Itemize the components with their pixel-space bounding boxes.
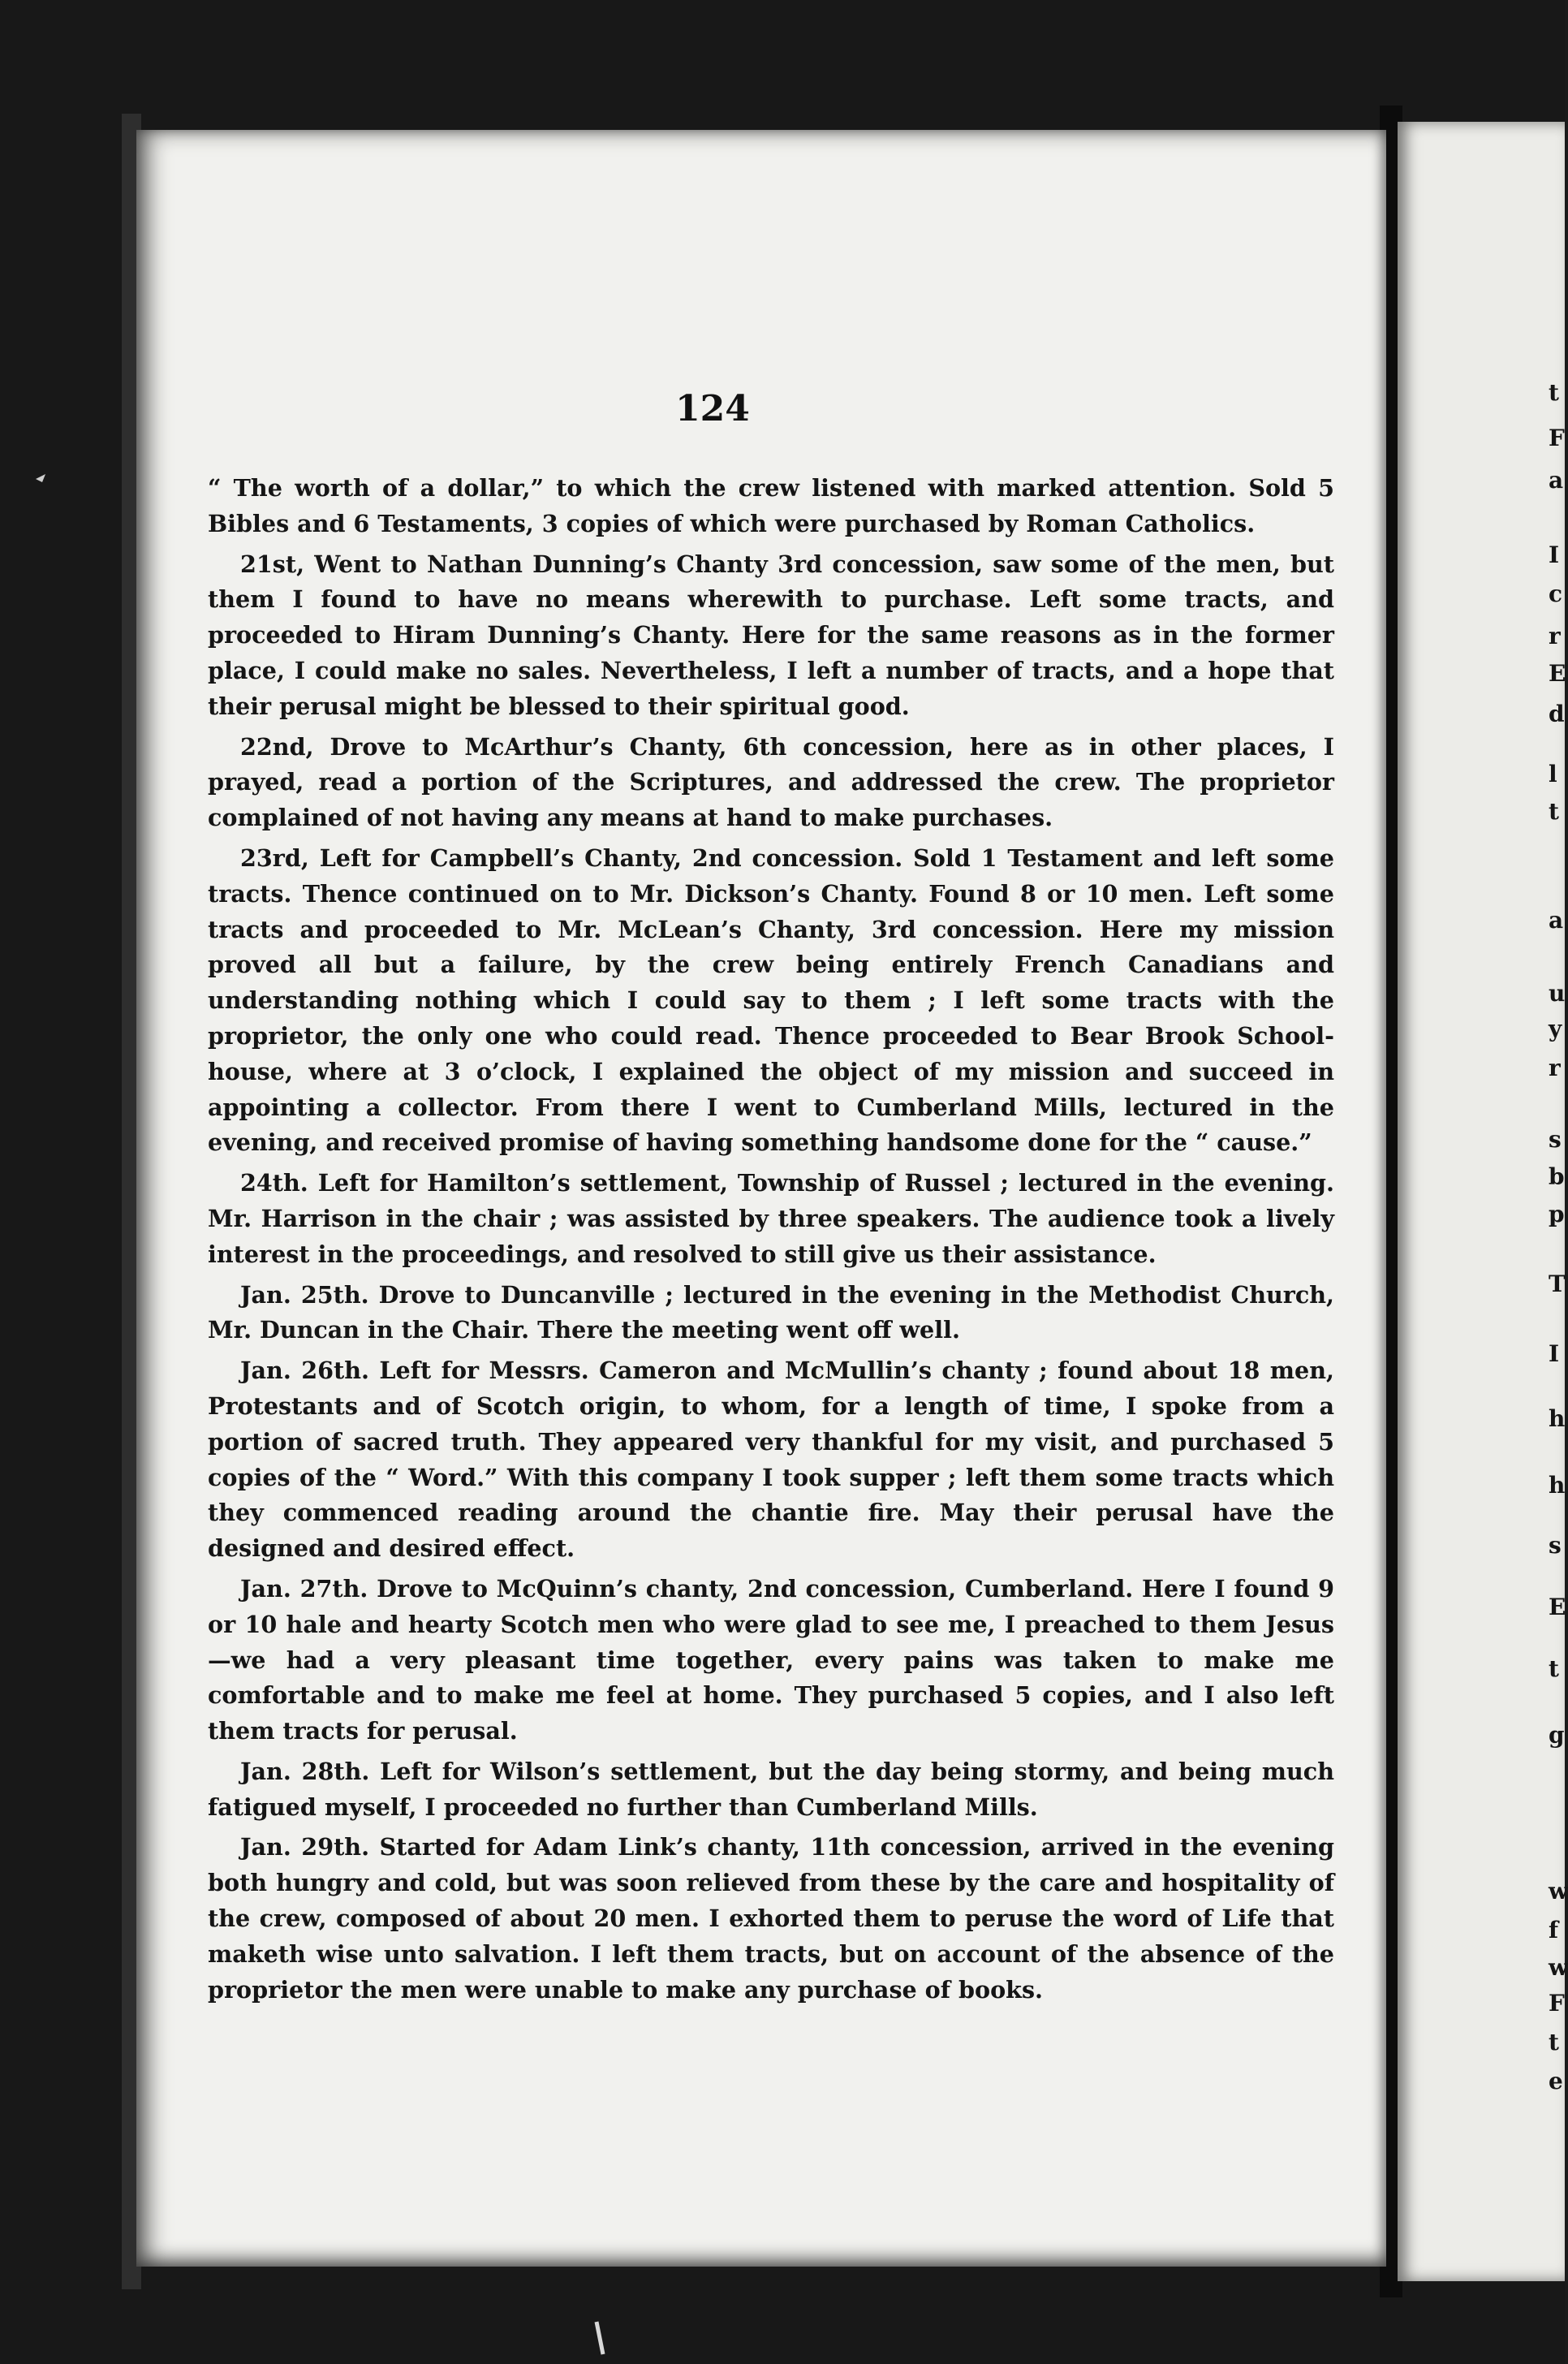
facing-page-fragment: w (1549, 1878, 1568, 1905)
facing-page-fragment: u (1549, 980, 1566, 1007)
facing-page-fragment: f (1549, 1917, 1559, 1943)
facing-page-fragment: s (1549, 1126, 1562, 1153)
facing-page-fragment: r (1549, 623, 1561, 649)
facing-page-fragment: F (1549, 1990, 1565, 2017)
facing-page-fragment: I (1549, 1340, 1560, 1367)
facing-page-fragment: l (1549, 761, 1557, 787)
facing-page-fragment: s (1549, 1532, 1562, 1559)
document-page (136, 130, 1386, 2267)
facing-page-fragment: h (1549, 1472, 1566, 1499)
facing-page-fragment: a (1549, 907, 1564, 934)
facing-page-fragment: b (1549, 1163, 1565, 1190)
facing-page-fragment: E (1549, 1594, 1566, 1620)
facing-page-fragment: g (1549, 1722, 1565, 1749)
facing-page-fragment: c (1549, 580, 1563, 607)
facing-page-fragment: w (1549, 1954, 1568, 1981)
facing-page-fragment: h (1549, 1405, 1566, 1432)
facing-page-fragment: p (1549, 1201, 1565, 1227)
facing-page-fragment: T (1549, 1270, 1566, 1297)
facing-page-fragment: I (1549, 541, 1560, 568)
facing-page-fragment: d (1549, 701, 1565, 727)
paragraph: 22nd, Drove to McArthur’s Chanty, 6th concession, here as in other places, I prayed, read a portion of the Scriptures, and addressed the crew. The proprietor complained of not having any means at hand to make purchases. (208, 732, 1334, 832)
paragraph: 23rd, Left for Campbell’s Chanty, 2nd concession. Sold 1 Testament and left some tracts. Thence continued on to Mr. Dickson’s Chanty. Found 8 or 10 men. Left some tracts and proceeded to Mr. McLean’s Chanty, 3rd concession. Here my mission proved all but a failure, by the crew being entirely French Canadians and understanding nothing which I could say to them ; I left some tracts with the proprietor, the only one who could read. Thence proceeded to Bear Brook School-house, where at 3 o’clock, I explained the object of my mission and succeed in appointing a collector. From there I went to Cumberland Mills, lectured in the evening, and received promise of having something handsome done for the “ cause.” (208, 843, 1334, 1157)
facing-page-fragment: r (1549, 1055, 1561, 1081)
facing-page-edge (1398, 122, 1565, 2281)
paragraph: 24th. Left for Hamilton’s settlement, Township of Russel ; lectured in the evening. Mr. Harrison in the chair ; was assisted by three speakers. The audience took a lively interest in the proceedings, and resolved to still give us their assistance. (208, 1169, 1334, 1268)
paragraph: Jan. 28th. Left for Wilson’s settlement, but the day being stormy, and being much fatigued myself, I proceeded no further than Cumberland Mills. (208, 1757, 1334, 1821)
paragraph: 21st, Went to Nathan Dunning’s Chanty 3rd concession, saw some of the men, but them I found to have no means wherewith to purchase. Left some tracts, and proceeded to Hiram Dunning’s Chanty. Here for the same reasons as in the former place, I could make no sales. Nevertheless, I left a number of tracts, and a hope that their perusal might be blessed to their spiritual good. (208, 550, 1334, 720)
body-text (208, 471, 1334, 2012)
facing-page-fragment: y (1549, 1016, 1562, 1042)
facing-page-fragment: t (1549, 798, 1559, 825)
facing-page-fragment: e (1549, 2068, 1563, 2094)
facing-page-fragment: E (1549, 660, 1566, 687)
paragraph: Jan. 26th. Left for Messrs. Cameron and McMullin’s chanty ; found about 18 men, Protestants and of Scotch origin, to whom, for a length of time, I spoke from a portion of sacred truth. They appeared very thankful for my visit, and purchased 5 copies of the “ Word.” With this company I took supper ; left them some tracts which they commenced reading around the chantie fire. May their perusal have the designed and desired effect. (208, 1357, 1334, 1563)
facing-page-fragment: a (1549, 467, 1564, 494)
paragraph: Jan. 25th. Drove to Duncanville ; lectured in the evening in the Methodist Church, Mr. Duncan in the Chair. There the meeting went off well. (208, 1280, 1334, 1344)
facing-page-fragment: F (1549, 425, 1565, 451)
paragraph: Jan. 29th. Started for Adam Link’s chanty, 11th concession, arrived in the evening both hungry and cold, but was soon relieved from these by the care and hospitality of the crew, composed of about 20 men. I exhorted them to peruse the word of Life that maketh wise unto salvation. I left them tracts, but on account of the absence of the proprietor the men were unable to make any purchase of books. (208, 1833, 1334, 2004)
paragraph: “ The worth of a dollar,” to which the crew listened with marked attention. Sold 5 Bibles and 6 Testaments, 3 copies of which were purchased by Roman Catholics. (208, 474, 1334, 537)
page-number: 124 (675, 388, 750, 429)
paragraph: Jan. 27th. Drove to McQuinn’s chanty, 2nd concession, Cumberland. Here I found 9 or 10 hale and hearty Scotch men who were glad to see me, I preached to them Jesus—we had a very pleasant time together, every pains was taken to make me comfortable and to make me feel at home. They purchased 5 copies, and I also left them tracts for perusal. (208, 1574, 1334, 1745)
facing-page-fragment: t (1549, 379, 1559, 406)
facing-page-fragment: t (1549, 2029, 1559, 2056)
facing-page-fragment: t (1549, 1655, 1559, 1682)
